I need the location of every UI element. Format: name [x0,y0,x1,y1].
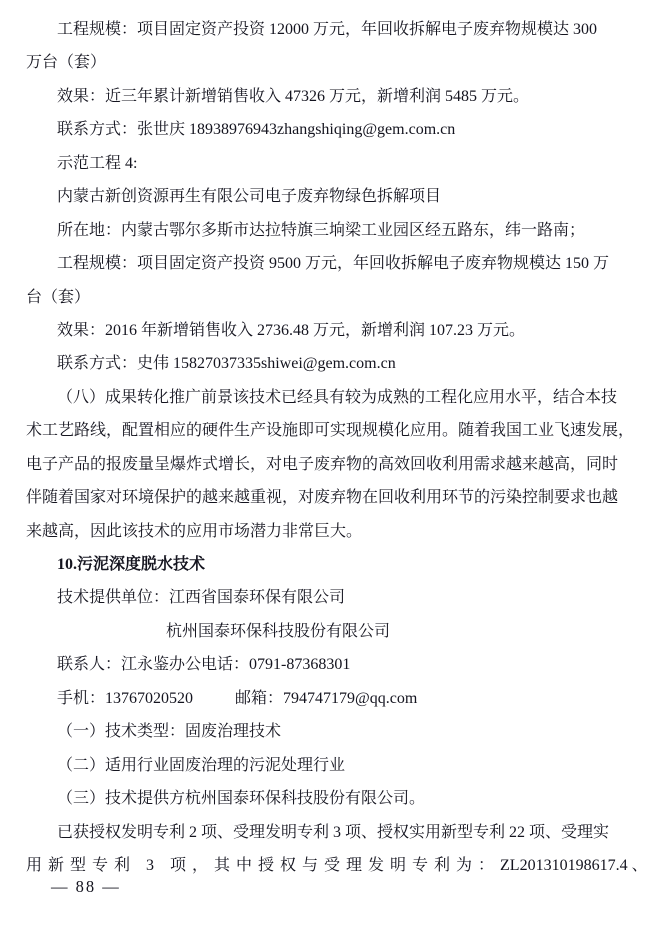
section-heading-sludge-dewatering: 10.污泥深度脱水技术 [57,556,206,573]
text-line-continuation: 来越高，因此该技术的应用市场潜力非常巨大。 [26,522,363,540]
text-line-contact: 联系方式：张世庆 18938976943zhangshiqing@gem.com.cn [57,121,456,139]
text-line-contact-2: 联系方式：史伟 15827037335shiwei@gem.com.cn [57,355,396,373]
page-number: — 88 — [51,877,121,896]
text-line-continuation: 万台（套） [26,54,107,72]
text-line-continuation: 术工艺路线，配置相应的硬件生产设施即可实现规模化应用。随着我国工业飞速发展， [26,422,635,440]
text-line-demo-project-4: 示范工程 4: [57,154,138,172]
text-line-provider-2: 杭州国泰环保科技股份有限公司 [166,622,391,640]
document-body [26,13,648,882]
text-line-phone-email [26,682,640,715]
text-line-provider-note: （三）技术提供方杭州国泰环保科技股份有限公司。 [57,790,426,808]
email-address: 邮箱：794747179@qq.com [235,689,418,707]
text-line-continuation: 台（套） [26,288,91,306]
text-line-patents: 已获授权发明专利 2 项、受理发明专利 3 项、授权实用新型专利 22 项、受理实 [57,823,610,841]
mobile-number: 手机：13767020520 [57,689,194,707]
patent-number: ZL201310198617.4 、 [500,856,648,874]
text-line-location: 所在地：内蒙古鄂尔多斯市达拉特旗三垧梁工业园区经五路东，纬一路南； [57,221,586,239]
text-line-continuation: 伴随着国家对环境保护的越来越重视，对废弃物在回收利用环节的污染控制要求也越 [26,489,619,507]
text-line-effect-2: 效果：2016 年新增销售收入 2736.48 万元，新增利润 107.23 万元。 [57,321,526,339]
text-line-continuation: 电子产品的报废量呈爆炸式增长，对电子废弃物的高效回收利用需求越来越高，同时 [26,455,619,473]
text-line-project-scale-2: 工程规模：项目固定资产投资 9500 万元，年回收拆解电子废弃物规模达 150 万 [57,255,610,273]
text-line-provider-1: 技术提供单位：江西省国泰环保有限公司 [57,589,346,607]
text-line-prospect-para: （八）成果转化推广前景该技术已经具有较为成熟的工程化应用水平，结合本技 [57,388,618,406]
text-line-tech-type: （一）技术类型：固废治理技术 [57,723,282,741]
text-line-project-scale: 工程规模：项目固定资产投资 12000 万元，年回收拆解电子废弃物规模达 300 [57,21,598,38]
text-line-effect: 效果：近三年累计新增销售收入 47326 万元，新增利润 5485 万元。 [57,87,530,105]
text-line-project-name: 内蒙古新创资源再生有限公司电子废弃物绿色拆解项目 [57,188,442,206]
patents-text: 用新型专利 3 项，其中授权与受理发明专利为： [26,856,501,874]
text-line-contact-person: 联系人：江永鉴办公电话：0791-87368301 [57,656,351,674]
text-line-industry: （二）适用行业固废治理的污泥处理行业 [57,756,346,774]
